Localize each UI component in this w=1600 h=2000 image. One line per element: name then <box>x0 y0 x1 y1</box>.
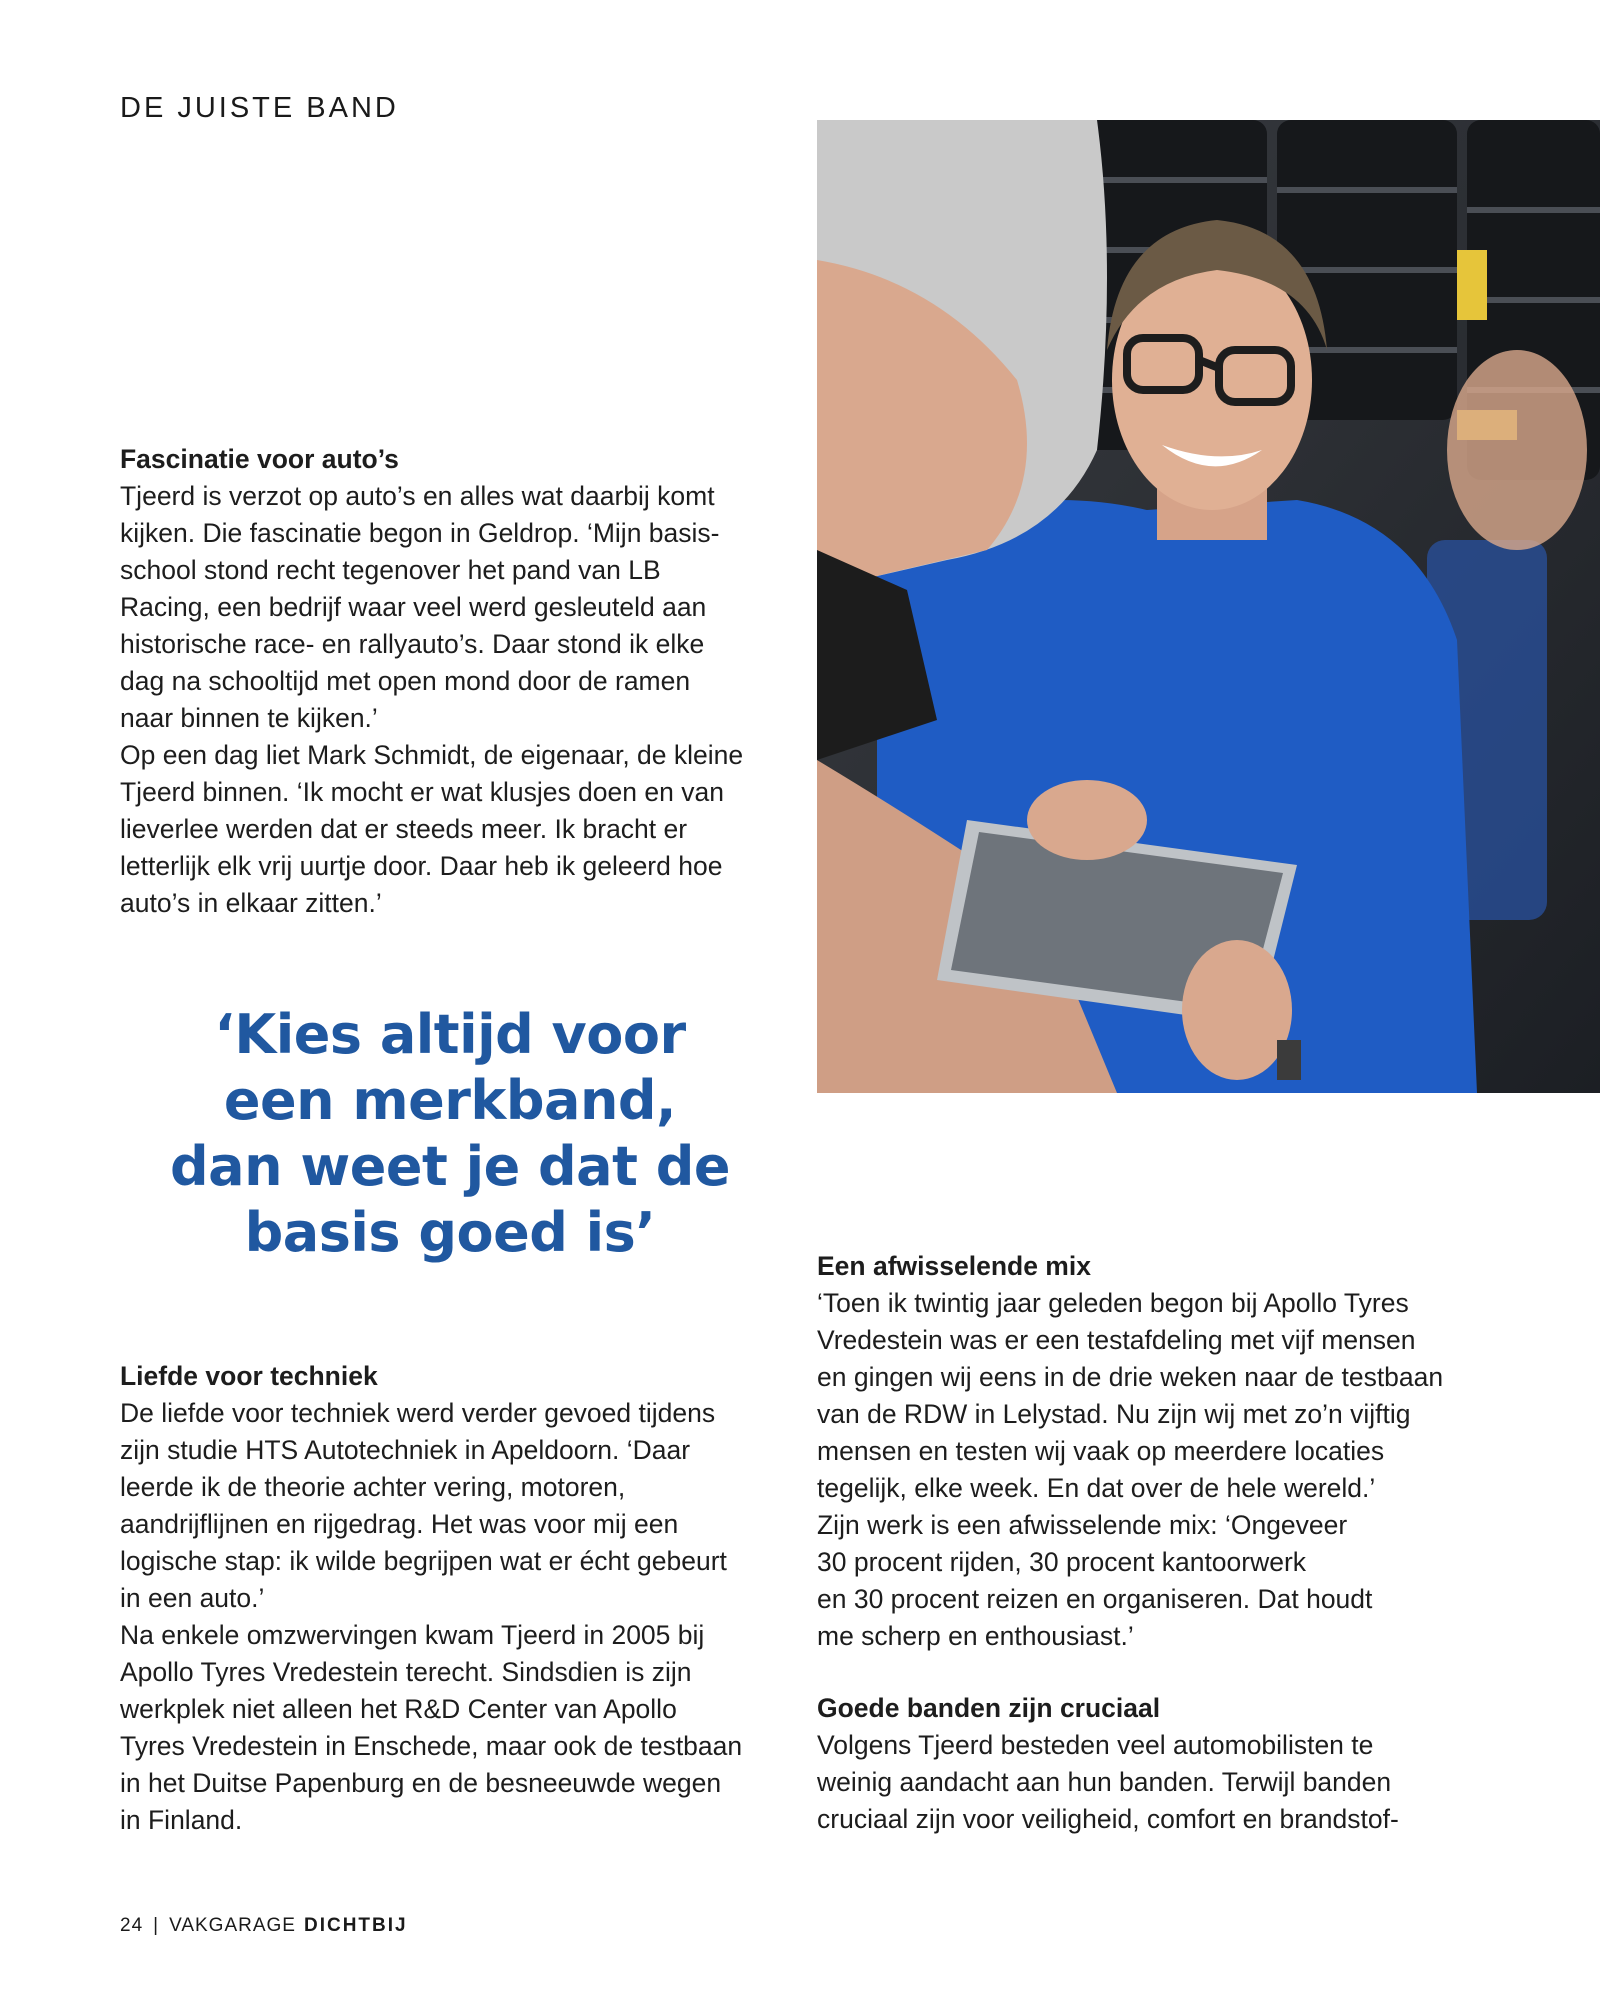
pull-quote-line: dan weet je dat de <box>169 1135 730 1198</box>
pull-quote-line: een merkband, <box>223 1069 677 1132</box>
text-line: auto’s in elkaar zitten.’ <box>120 888 382 918</box>
hand <box>1027 780 1147 860</box>
text-line: historische race- en rallyauto’s. Daar stond ik elke <box>120 629 705 659</box>
text-line: logische stap: ik wilde begrijpen wat er écht gebeurt <box>120 1546 727 1576</box>
text-line: en gingen wij eens in de drie weken naar de testbaan <box>817 1362 1444 1392</box>
section-mix <box>817 1248 1497 1655</box>
text-line: kijken. Die fascinatie begon in Geldrop. ‘Mijn basis- <box>120 518 720 548</box>
section-liefde <box>120 1358 790 1839</box>
section-heading: Goede banden zijn cruciaal <box>817 1693 1161 1723</box>
section-fascinatie <box>120 441 790 922</box>
text-line: Racing, een bedrijf waar veel werd gesleuteld aan <box>120 592 707 622</box>
text-line: naar binnen te kijken.’ <box>120 703 378 733</box>
section-banden <box>817 1690 1497 1838</box>
page-number: 24 <box>120 1915 144 1936</box>
text-line: 30 procent rijden, 30 procent kantoorwerk <box>817 1547 1307 1577</box>
magazine-name-bold: DICHTBIJ <box>303 1915 408 1936</box>
pull-quote <box>140 1002 760 1266</box>
text-line: Vredestein was er een testafdeling met vijf mensen <box>817 1325 1416 1355</box>
text-line: dag na schooltijd met open mond door de ramen <box>120 666 691 696</box>
photo-illustration <box>817 120 1600 1093</box>
text-line: ‘Toen ik twintig jaar geleden begon bij Apollo Tyres <box>817 1288 1409 1318</box>
text-line: Tyres Vredestein in Enschede, maar ook de testbaan <box>120 1731 743 1761</box>
magazine-name: VAKGARAGE <box>169 1915 296 1936</box>
text-line: Apollo Tyres Vredestein terecht. Sindsdien is zijn <box>120 1657 692 1687</box>
text-line: in Finland. <box>120 1805 243 1835</box>
text-line: Op een dag liet Mark Schmidt, de eigenaar, de kleine <box>120 740 744 770</box>
text-line: in het Duitse Papenburg en de besneeuwde wegen <box>120 1768 722 1798</box>
text-line: me scherp en enthousiast.’ <box>817 1621 1134 1651</box>
text-line: Tjeerd is verzot op auto’s en alles wat daarbij komt <box>120 481 715 511</box>
section-heading: Liefde voor techniek <box>120 1361 378 1391</box>
wristwatch <box>1277 1040 1301 1080</box>
text-line: De liefde voor techniek werd verder gevoed tijdens <box>120 1398 716 1428</box>
pull-quote-line: ‘Kies altijd voor <box>214 1003 686 1066</box>
section-heading: Een afwisselende mix <box>817 1251 1091 1281</box>
text-line: Volgens Tjeerd besteden veel automobilisten te <box>817 1730 1374 1760</box>
text-line: school stond recht tegenover het pand van LB <box>120 555 661 585</box>
text-line: van de RDW in Lelystad. Nu zijn wij met zo’n vijftig <box>817 1399 1411 1429</box>
text-line: werkplek niet alleen het R&D Center van Apollo <box>120 1694 677 1724</box>
text-line: zijn studie HTS Autotechniek in Apeldoorn. ‘Daar <box>120 1435 691 1465</box>
text-line: mensen en testen wij vaak op meerdere locaties <box>817 1436 1385 1466</box>
yellow-label <box>1457 250 1487 320</box>
article-photo <box>817 120 1600 1093</box>
text-line: letterlijk elk vrij uurtje door. Daar heb ik geleerd hoe <box>120 851 723 881</box>
pull-quote-line: basis goed is’ <box>244 1201 656 1264</box>
text-line: Zijn werk is een afwisselende mix: ‘Ongeveer <box>817 1510 1348 1540</box>
text-line: en 30 procent reizen en organiseren. Dat houdt <box>817 1584 1373 1614</box>
footer-separator: | <box>153 1915 160 1936</box>
text-line: aandrijflijnen en rijgedrag. Het was voor mij een <box>120 1509 679 1539</box>
section-label: DE JUISTE BAND <box>120 92 399 124</box>
section-heading: Fascinatie voor auto’s <box>120 444 399 474</box>
text-line: Tjeerd binnen. ‘Ik mocht er wat klusjes doen en van <box>120 777 724 807</box>
page-footer <box>120 1915 408 1937</box>
text-line: in een auto.’ <box>120 1583 265 1613</box>
text-line: cruciaal zijn voor veiligheid, comfort en brandstof- <box>817 1804 1399 1834</box>
text-line: lieverlee werden dat er steeds meer. Ik bracht er <box>120 814 688 844</box>
text-line: weinig aandacht aan hun banden. Terwijl banden <box>817 1767 1392 1797</box>
text-line: Na enkele omzwervingen kwam Tjeerd in 2005 bij <box>120 1620 705 1650</box>
text-line: tegelijk, elke week. En dat over de hele wereld.’ <box>817 1473 1376 1503</box>
text-line: leerde ik de theorie achter vering, motoren, <box>120 1472 626 1502</box>
